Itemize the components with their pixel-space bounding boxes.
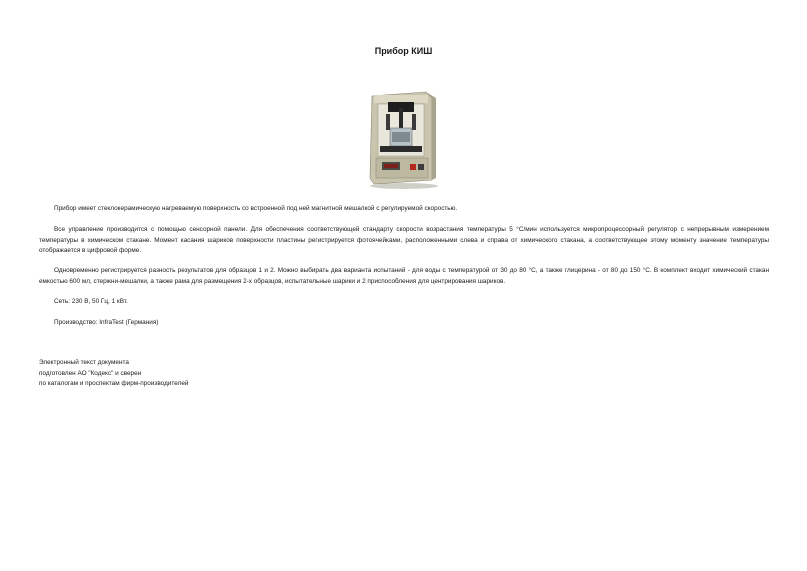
paragraph-description: Прибор имеет стеклокерамическую нагреваемую поверхность со встроенной под ней магнитной мешалкой с регулируемой скоростью. bbox=[54, 205, 458, 212]
paragraph-power: Сеть: 230 В, 50 Гц, 1 кВт. bbox=[54, 298, 128, 305]
document-footer bbox=[39, 358, 188, 390]
footer-line: подготовлен АО "Кодекс" и сверен bbox=[39, 369, 142, 377]
paragraph-control: Все управление производится с помощью сенсорной панели. Для обеспечения соответствующей стандарту скорости возрастания температуры 5 °С/мин используется микропроцессорный регулятор с непрерывным измерением температуры в химическом стакане. Момент касания шариков поверхности пластины регистрируется фотоячейками, расположенными слева и справа от химического стакана, а соответствующее этому моменту значение температуры отображается в цифровой форме. bbox=[39, 226, 769, 254]
document-title: Прибор КИШ bbox=[374, 46, 433, 56]
footer-line: Электронный текст документа bbox=[39, 359, 129, 366]
footer-line: по каталогам и проспектам фирм-производителей bbox=[39, 380, 189, 387]
paragraph-manufacturer: Производство: InfraTest (Германия) bbox=[54, 319, 159, 326]
device-photo bbox=[366, 88, 442, 190]
paragraph-test-variants: Одновременно регистрируется разность результатов для образцов 1 и 2. Можно выбирать два варианта испытаний - для воды с температурой от 30 до 80 °С, а также глицерина - от 80 до 150 °С. В комплект входит химический стакан емкостью 600 мл, стержни-мешалки, а также рама для размещения 2-х образцов, испытательные шарики и 2 приспособления для центрирования шариков. bbox=[39, 267, 769, 285]
